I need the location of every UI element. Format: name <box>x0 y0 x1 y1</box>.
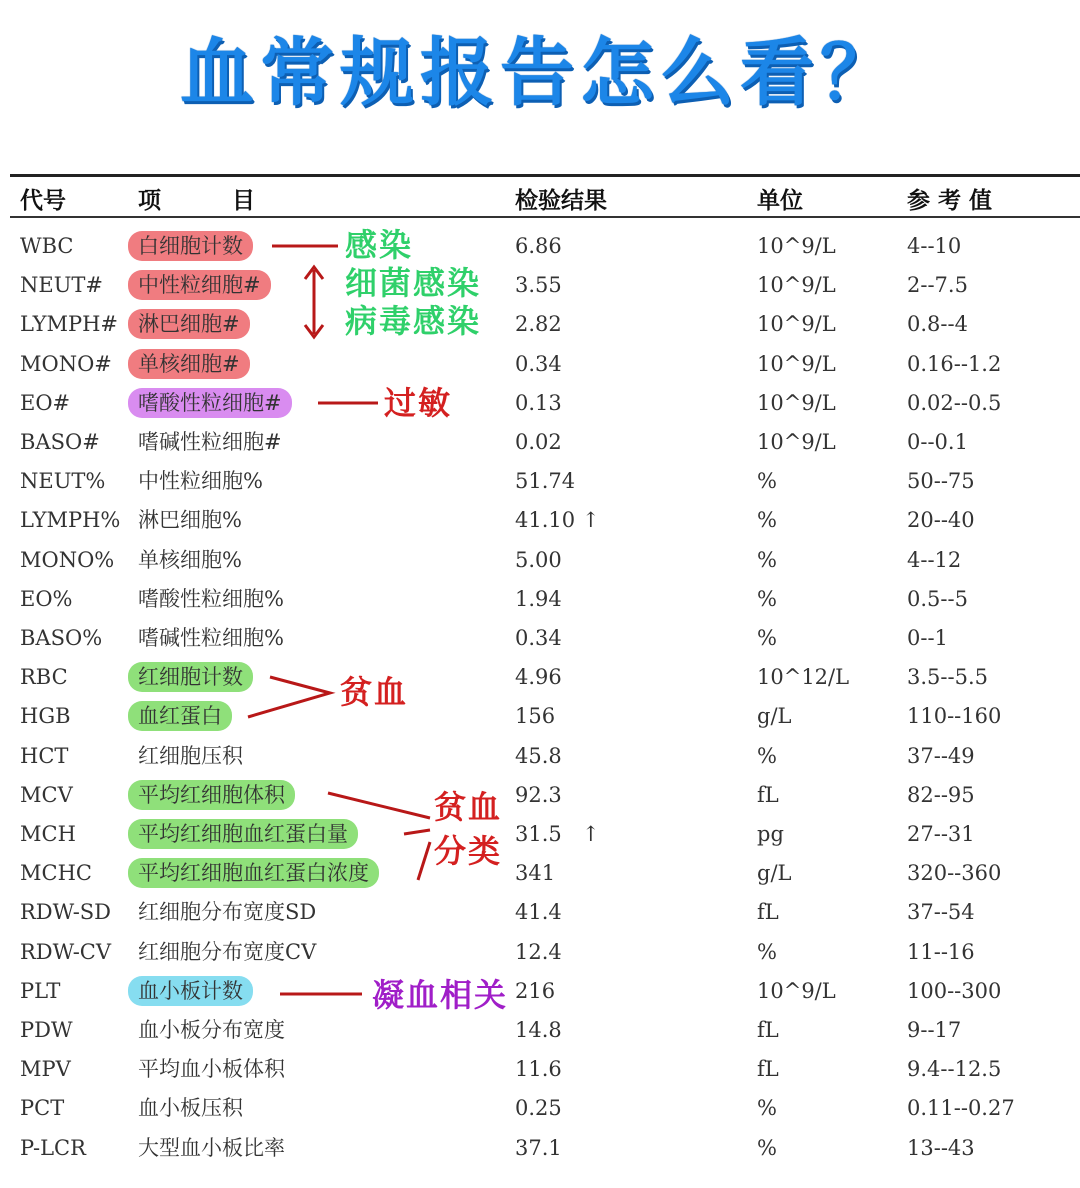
row-reference: 0.16--1.2 <box>907 352 1002 376</box>
row-reference: 37--49 <box>907 744 975 768</box>
table-header-rule <box>10 216 1080 218</box>
row-reference: 100--300 <box>907 979 1002 1003</box>
row-item-name: 血小板分布宽度 <box>138 1018 285 1042</box>
row-code: P-LCR <box>20 1136 86 1160</box>
updown-arrow-top-head <box>305 267 323 279</box>
row-item-name <box>138 228 253 264</box>
row-code: MCH <box>20 822 76 846</box>
row-code: PCT <box>20 1096 65 1120</box>
row-item-name <box>138 385 292 421</box>
row-code: MPV <box>20 1057 71 1081</box>
high-flag-icon: ↑ <box>582 822 600 846</box>
row-result: 41.10 <box>515 508 576 532</box>
row-item-name: 嗜碱性粒细胞% <box>138 626 284 650</box>
row-unit: 10^9/L <box>757 430 836 454</box>
row-result: 41.4 <box>515 900 562 924</box>
header-code: 代号 <box>20 187 66 214</box>
annotation-anemia-class-1: 贫血 <box>434 788 503 826</box>
row-reference: 0.11--0.27 <box>907 1096 1015 1120</box>
row-code: MCV <box>20 783 73 807</box>
row-reference: 50--75 <box>907 469 975 493</box>
row-code: BASO% <box>20 626 103 650</box>
row-item-name <box>138 659 253 695</box>
row-unit: % <box>757 940 777 964</box>
row-code: RDW-SD <box>20 900 112 924</box>
row-code: EO% <box>20 587 73 611</box>
row-unit: pg <box>757 822 784 846</box>
row-item-name: 淋巴细胞% <box>138 508 242 532</box>
row-result: 5.00 <box>515 548 562 572</box>
row-reference: 4--10 <box>907 234 962 258</box>
row-unit: g/L <box>757 861 792 885</box>
header-result: 检验结果 <box>515 187 607 214</box>
row-code: MCHC <box>20 861 92 885</box>
anemia-class-connector-bottom <box>418 842 430 880</box>
row-code: LYMPH# <box>20 312 119 336</box>
row-reference: 2--7.5 <box>907 273 968 297</box>
row-item-name: 红细胞分布宽度SD <box>138 900 317 924</box>
row-code: NEUT% <box>20 469 106 493</box>
row-reference: 110--160 <box>907 704 1002 728</box>
row-item-name <box>138 306 250 342</box>
row-item-name <box>138 698 232 734</box>
row-reference: 0.8--4 <box>907 312 968 336</box>
row-unit: fL <box>757 900 779 924</box>
row-item-name: 嗜碱性粒细胞# <box>138 430 282 454</box>
row-reference: 11--16 <box>907 940 975 964</box>
row-unit: % <box>757 508 777 532</box>
row-code: BASO# <box>20 430 100 454</box>
row-unit: % <box>757 744 777 768</box>
row-result: 341 <box>515 861 556 885</box>
row-code: HCT <box>20 744 69 768</box>
header-unit: 单位 <box>757 187 803 214</box>
item-highlight: 淋巴细胞# <box>128 309 250 339</box>
row-reference: 13--43 <box>907 1136 975 1160</box>
row-item-name: 中性粒细胞% <box>138 469 263 493</box>
row-result: 2.82 <box>515 312 562 336</box>
row-result: 156 <box>515 704 556 728</box>
row-item-name <box>138 855 379 891</box>
page-title: 血常规报告怎么看？ <box>180 30 900 116</box>
row-reference: 0--1 <box>907 626 948 650</box>
annotation-coagulation: 凝血相关 <box>372 976 509 1014</box>
item-highlight: 平均红细胞体积 <box>128 780 295 810</box>
item-highlight: 白细胞计数 <box>128 231 253 261</box>
row-reference: 9.4--12.5 <box>907 1057 1002 1081</box>
row-item-name: 嗜酸性粒细胞% <box>138 587 284 611</box>
item-highlight: 血小板计数 <box>128 976 253 1006</box>
item-highlight: 单核细胞# <box>128 349 250 379</box>
row-code: WBC <box>20 234 74 258</box>
row-item-name: 红细胞分布宽度CV <box>138 940 317 964</box>
table-top-rule <box>10 174 1080 177</box>
annotation-infection: 感染 <box>345 226 414 264</box>
row-item-name <box>138 816 358 852</box>
row-result: 45.8 <box>515 744 562 768</box>
row-item-name: 单核细胞% <box>138 548 242 572</box>
row-reference: 3.5--5.5 <box>907 665 988 689</box>
row-reference: 37--54 <box>907 900 975 924</box>
row-unit: 10^9/L <box>757 273 836 297</box>
row-result: 0.13 <box>515 391 562 415</box>
row-item-name: 红细胞压积 <box>138 744 243 768</box>
row-code: RDW-CV <box>20 940 112 964</box>
row-code: PLT <box>20 979 61 1003</box>
row-unit: % <box>757 548 777 572</box>
row-code: RBC <box>20 665 68 689</box>
row-unit: % <box>757 469 777 493</box>
row-unit: % <box>757 1136 777 1160</box>
row-reference: 0.5--5 <box>907 587 968 611</box>
item-highlight: 平均红细胞血红蛋白量 <box>128 819 358 849</box>
row-unit: fL <box>757 783 779 807</box>
anemia-connector <box>248 677 330 717</box>
row-result: 11.6 <box>515 1057 562 1081</box>
row-code: PDW <box>20 1018 73 1042</box>
row-item-name <box>138 777 295 813</box>
row-item-name: 血小板压积 <box>138 1096 243 1120</box>
row-reference: 320--360 <box>907 861 1002 885</box>
row-code: HGB <box>20 704 71 728</box>
row-reference: 0--0.1 <box>907 430 968 454</box>
anemia-class-connector-mid <box>404 830 430 834</box>
row-code: NEUT# <box>20 273 104 297</box>
row-item-name <box>138 346 250 382</box>
row-result: 216 <box>515 979 556 1003</box>
row-result: 92.3 <box>515 783 562 807</box>
row-unit: % <box>757 1096 777 1120</box>
row-unit: g/L <box>757 704 792 728</box>
row-result: 51.74 <box>515 469 576 493</box>
header-item-a: 项 <box>138 187 161 214</box>
row-code: EO# <box>20 391 71 415</box>
row-result: 0.34 <box>515 352 562 376</box>
anemia-class-connector-top <box>328 793 430 818</box>
annotation-bacterial: 细菌感染 <box>345 264 482 302</box>
row-result: 3.55 <box>515 273 562 297</box>
row-item-name <box>138 973 253 1009</box>
row-reference: 0.02--0.5 <box>907 391 1002 415</box>
row-unit: 10^9/L <box>757 391 836 415</box>
row-result: 0.25 <box>515 1096 562 1120</box>
row-result: 31.5 <box>515 822 562 846</box>
header-reference: 参 考 值 <box>907 187 993 214</box>
annotation-anemia-class-2: 分类 <box>434 832 503 870</box>
row-result: 37.1 <box>515 1136 562 1160</box>
row-unit: fL <box>757 1057 779 1081</box>
row-result: 0.34 <box>515 626 562 650</box>
row-unit: 10^9/L <box>757 352 836 376</box>
row-result: 14.8 <box>515 1018 562 1042</box>
row-result: 12.4 <box>515 940 562 964</box>
row-unit: 10^9/L <box>757 312 836 336</box>
item-highlight: 中性粒细胞# <box>128 270 271 300</box>
row-code: LYMPH% <box>20 508 121 532</box>
item-highlight: 血红蛋白 <box>128 701 232 731</box>
annotation-viral: 病毒感染 <box>345 302 482 340</box>
row-code: MONO% <box>20 548 115 572</box>
row-unit: % <box>757 626 777 650</box>
item-highlight: 嗜酸性粒细胞# <box>128 388 292 418</box>
row-item-name: 平均血小板体积 <box>138 1057 285 1081</box>
row-result: 6.86 <box>515 234 562 258</box>
item-highlight: 红细胞计数 <box>128 662 253 692</box>
row-item-name <box>138 267 271 303</box>
row-item-name: 大型血小板比率 <box>138 1136 285 1160</box>
row-unit: 10^9/L <box>757 979 836 1003</box>
row-code: MONO# <box>20 352 112 376</box>
updown-arrow-bottom-head <box>305 325 323 337</box>
row-unit: fL <box>757 1018 779 1042</box>
row-result: 0.02 <box>515 430 562 454</box>
row-result: 1.94 <box>515 587 562 611</box>
row-result: 4.96 <box>515 665 562 689</box>
header-item-b: 目 <box>232 187 255 214</box>
row-reference: 4--12 <box>907 548 962 572</box>
row-reference: 9--17 <box>907 1018 962 1042</box>
row-unit: 10^9/L <box>757 234 836 258</box>
row-reference: 82--95 <box>907 783 975 807</box>
row-reference: 27--31 <box>907 822 975 846</box>
high-flag-icon: ↑ <box>582 508 600 532</box>
annotation-anemia: 贫血 <box>340 673 409 711</box>
row-unit: 10^12/L <box>757 665 850 689</box>
annotation-allergy: 过敏 <box>384 384 453 422</box>
row-unit: % <box>757 587 777 611</box>
item-highlight: 平均红细胞血红蛋白浓度 <box>128 858 379 888</box>
row-reference: 20--40 <box>907 508 975 532</box>
